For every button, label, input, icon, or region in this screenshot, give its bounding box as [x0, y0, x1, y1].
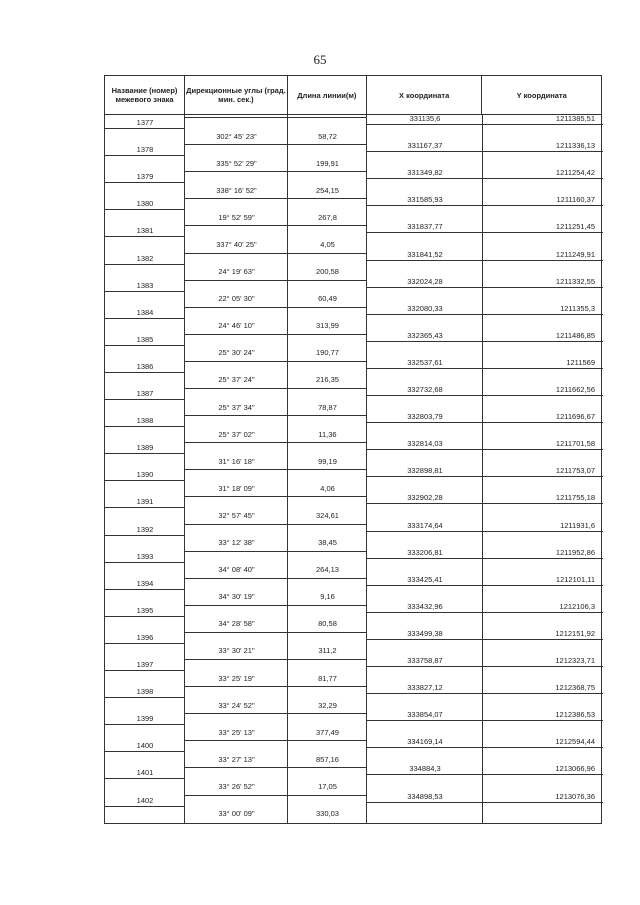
row-divider — [185, 198, 367, 199]
segment-length: 17,05 — [318, 781, 337, 791]
row-divider — [185, 632, 367, 633]
row-divider — [367, 341, 603, 342]
row-divider — [185, 361, 367, 362]
segment-angle: 31° 18' 09" — [218, 483, 255, 493]
segment-angle: 302° 45' 23" — [216, 131, 257, 141]
point-name: 1400 — [136, 741, 154, 751]
point-name: 1385 — [136, 334, 154, 344]
segment-length: 216,35 — [316, 375, 339, 385]
segment-angle: 22° 05' 30" — [218, 294, 255, 304]
segment-length: 11,36 — [318, 429, 337, 439]
point-x: 331841,52 — [407, 249, 443, 259]
point-y: 1211701,58 — [555, 439, 595, 449]
row-divider — [367, 260, 603, 261]
point-x: 332814,03 — [407, 439, 443, 449]
point-name: 1384 — [136, 307, 154, 317]
point-y: 1211753,07 — [555, 466, 595, 476]
row-divider — [367, 314, 603, 315]
point-x: 331349,82 — [407, 168, 443, 178]
row-divider — [105, 535, 185, 536]
point-y: 1211662,56 — [555, 385, 595, 394]
row-divider — [185, 551, 367, 552]
row-divider — [105, 345, 185, 346]
row-divider — [105, 697, 185, 698]
row-divider — [185, 578, 367, 579]
header-angle: Дирекционные углы (град. мин. сек.) — [185, 76, 288, 114]
row-divider — [367, 395, 603, 396]
segment-angle: 33° 00' 09" — [218, 809, 255, 818]
segment-angle: 33° 12' 38" — [218, 538, 255, 547]
segment-length: 311,2 — [318, 646, 337, 656]
row-divider — [367, 422, 603, 423]
point-name: 1389 — [136, 443, 154, 453]
row-divider — [185, 469, 367, 470]
segment-angle: 33° 30' 21" — [218, 646, 255, 656]
segment-length: 78,87 — [318, 402, 337, 412]
point-x: 333499,38 — [407, 628, 443, 638]
segment-angle: 33° 27' 13" — [218, 754, 255, 764]
segment-angle: 33° 25' 19" — [218, 673, 255, 683]
header-length: Длина линии(м) — [288, 76, 367, 114]
point-y: 1213066,96 — [555, 764, 595, 774]
point-name: 1398 — [136, 687, 154, 697]
point-x: 332537,61 — [407, 357, 443, 367]
row-divider — [185, 253, 367, 254]
row-divider — [105, 318, 185, 319]
row-divider — [367, 666, 603, 667]
row-divider — [185, 795, 367, 796]
point-y: 1211696,67 — [555, 412, 595, 422]
row-divider — [367, 693, 603, 694]
point-y: 1211385,51 — [555, 114, 595, 123]
point-y: 1211249,91 — [555, 249, 595, 259]
row-divider — [105, 236, 185, 237]
row-divider — [367, 585, 603, 586]
point-y: 1211755,18 — [555, 493, 595, 503]
point-name: 1395 — [136, 605, 154, 615]
segment-length: 199,91 — [316, 158, 339, 168]
row-divider — [105, 806, 185, 807]
segment-angle: 24° 19' 63" — [218, 267, 255, 276]
row-divider — [185, 442, 367, 443]
point-name: 1391 — [136, 497, 154, 507]
point-y: 1211160,37 — [556, 195, 595, 205]
row-divider — [105, 291, 185, 292]
segment-length: 81,77 — [318, 673, 337, 683]
segment-length: 857,16 — [316, 754, 339, 764]
row-divider — [367, 747, 603, 748]
row-divider — [105, 480, 185, 481]
segment-angle: 338° 16' 52" — [216, 185, 257, 195]
point-x: 334898,53 — [407, 791, 443, 801]
point-name: 1378 — [136, 145, 154, 155]
segment-length: 267,8 — [318, 212, 337, 222]
row-divider — [105, 182, 185, 183]
table-header — [104, 75, 602, 115]
point-x: 334884,3 — [409, 764, 441, 774]
point-name: 1394 — [136, 578, 154, 588]
point-y: 1211332,55 — [555, 276, 595, 286]
row-divider — [367, 503, 603, 504]
segment-length: 324,61 — [316, 510, 339, 520]
row-divider — [105, 507, 185, 508]
row-divider — [367, 368, 603, 369]
row-divider — [185, 767, 367, 768]
segment-length: 200,58 — [316, 267, 339, 276]
row-divider — [105, 778, 185, 779]
point-y: 1212594,44 — [555, 737, 595, 747]
point-x: 332898,81 — [407, 466, 443, 476]
row-divider — [367, 720, 603, 721]
row-divider — [185, 713, 367, 714]
point-x: 331837,77 — [407, 222, 443, 232]
segment-length: 377,49 — [316, 727, 339, 737]
row-divider — [185, 659, 367, 660]
point-y: 1211355,3 — [560, 303, 595, 313]
segment-length: 190,77 — [316, 348, 339, 358]
row-divider — [105, 372, 185, 373]
point-x: 331585,93 — [407, 195, 443, 205]
point-y: 1212323,71 — [555, 656, 595, 665]
row-divider — [367, 287, 603, 288]
point-y: 1211336,13 — [555, 141, 595, 151]
row-divider — [185, 524, 367, 525]
row-divider — [105, 562, 185, 563]
row-divider — [367, 531, 603, 532]
row-divider — [367, 151, 603, 152]
header-name: Название (номер) межевого знака — [105, 76, 185, 114]
segment-angle: 32° 57' 45" — [218, 510, 255, 520]
point-x: 333432,96 — [407, 601, 443, 611]
row-divider — [185, 388, 367, 389]
segment-length: 58,72 — [318, 131, 337, 141]
row-divider — [185, 117, 367, 118]
segment-angle: 31° 16' 18" — [218, 456, 255, 466]
row-divider — [367, 124, 603, 125]
point-x: 333206,81 — [407, 547, 443, 557]
segment-length: 38,45 — [318, 538, 337, 547]
row-divider — [367, 476, 603, 477]
segment-angle: 25° 37' 34" — [218, 402, 255, 412]
row-divider — [185, 415, 367, 416]
point-y: 1212151,92 — [555, 628, 595, 638]
point-x: 333174,64 — [407, 520, 443, 530]
point-y: 1212386,53 — [555, 710, 595, 720]
point-x: 333758,87 — [407, 656, 443, 665]
point-name: 1377 — [136, 118, 154, 127]
row-divider — [367, 232, 603, 233]
segment-length: 254,15 — [316, 185, 339, 195]
segment-angle: 34° 28' 58" — [218, 619, 255, 629]
row-divider — [105, 426, 185, 427]
row-divider — [185, 307, 367, 308]
segment-angle: 25° 30' 24" — [218, 348, 255, 358]
row-divider — [367, 449, 603, 450]
segment-angle: 33° 26' 52" — [218, 781, 255, 791]
point-name: 1383 — [136, 280, 154, 290]
point-y: 1211251,45 — [555, 222, 595, 232]
segment-angle: 33° 24' 52" — [218, 700, 255, 710]
row-divider — [367, 178, 603, 179]
row-divider — [105, 724, 185, 725]
point-x: 331135,6 — [409, 114, 441, 123]
point-name: 1401 — [136, 768, 154, 778]
row-divider — [185, 225, 367, 226]
point-x: 332732,68 — [407, 385, 443, 394]
point-name: 1382 — [136, 253, 154, 263]
point-y: 1211931,6 — [560, 520, 595, 530]
row-divider — [105, 589, 185, 590]
point-name: 1379 — [136, 172, 154, 182]
point-name: 1392 — [136, 524, 154, 534]
segment-length: 330,03 — [316, 809, 339, 818]
segment-angle: 335° 52' 29" — [216, 158, 257, 168]
table-body — [104, 115, 602, 824]
point-x: 332803,79 — [407, 412, 443, 422]
point-x: 333854,07 — [407, 710, 443, 720]
segment-angle: 33° 25' 13" — [218, 727, 255, 737]
row-divider — [105, 264, 185, 265]
row-divider — [105, 155, 185, 156]
row-divider — [367, 802, 603, 803]
row-divider — [185, 496, 367, 497]
segment-angle: 25° 37' 24" — [218, 375, 255, 385]
point-name: 1393 — [136, 551, 154, 561]
point-x: 334169,14 — [407, 737, 443, 747]
segment-length: 313,99 — [316, 321, 339, 331]
point-y: 1211254,42 — [555, 168, 595, 178]
point-y: 1211486,85 — [555, 330, 595, 340]
row-divider — [367, 774, 603, 775]
point-name: 1390 — [136, 470, 154, 480]
point-name: 1396 — [136, 632, 154, 642]
segment-length: 80,58 — [318, 619, 337, 629]
segment-length: 264,13 — [316, 565, 339, 575]
row-divider — [185, 605, 367, 606]
row-divider — [105, 643, 185, 644]
row-divider — [105, 453, 185, 454]
point-x: 332365,43 — [407, 330, 443, 340]
segment-angle: 25° 37' 02" — [218, 429, 255, 439]
segment-length: 99,19 — [318, 456, 337, 466]
segment-length: 60,49 — [318, 294, 337, 304]
row-divider — [185, 686, 367, 687]
point-name: 1388 — [136, 416, 154, 426]
point-y: 1212106,3 — [559, 601, 595, 611]
row-divider — [367, 639, 603, 640]
point-y: 1211952,86 — [555, 547, 595, 557]
point-y: 1212368,75 — [555, 683, 595, 693]
segment-angle: 34° 30' 19" — [218, 592, 255, 602]
point-name: 1397 — [136, 660, 154, 669]
segment-angle: 24° 46' 10" — [218, 321, 255, 331]
row-divider — [367, 205, 603, 206]
point-name: 1380 — [136, 199, 154, 209]
row-divider — [367, 612, 603, 613]
row-divider — [105, 670, 185, 671]
segment-angle: 34° 08' 40" — [218, 565, 255, 575]
point-x: 331167,37 — [407, 141, 443, 151]
point-name: 1386 — [136, 361, 154, 371]
point-y: 1211569 — [566, 357, 595, 367]
point-name: 1381 — [136, 226, 154, 236]
row-divider — [185, 144, 367, 145]
point-x: 332080,33 — [407, 303, 443, 313]
header-y: Y координата — [516, 90, 567, 100]
segment-length: 32,29 — [318, 700, 337, 710]
point-y: 1212101,11 — [555, 574, 595, 584]
row-divider — [185, 334, 367, 335]
point-x: 332902,28 — [407, 493, 443, 503]
segment-angle: 337° 40' 25" — [216, 239, 257, 249]
header-x: X координата — [367, 76, 483, 114]
segment-length: 4,06 — [320, 483, 335, 493]
point-name: 1387 — [136, 389, 154, 398]
segment-length: 9,16 — [320, 592, 335, 602]
point-name: 1402 — [136, 795, 154, 805]
point-y: 1213076,36 — [555, 791, 595, 801]
point-x: 333827,12 — [407, 683, 443, 693]
row-divider — [105, 751, 185, 752]
row-divider — [185, 740, 367, 741]
row-divider — [105, 209, 185, 210]
row-divider — [105, 399, 185, 400]
row-divider — [185, 171, 367, 172]
point-name: 1399 — [136, 714, 154, 724]
segment-length: 4,05 — [320, 239, 335, 249]
point-x: 333425,41 — [407, 574, 443, 584]
row-divider — [367, 558, 603, 559]
row-divider — [105, 616, 185, 617]
row-divider — [185, 280, 367, 281]
page-number: 65 — [313, 52, 327, 67]
row-divider — [105, 128, 185, 129]
coordinates-table — [104, 75, 602, 824]
point-x: 332024,28 — [407, 276, 443, 286]
segment-angle: 19° 52' 59" — [218, 212, 255, 222]
